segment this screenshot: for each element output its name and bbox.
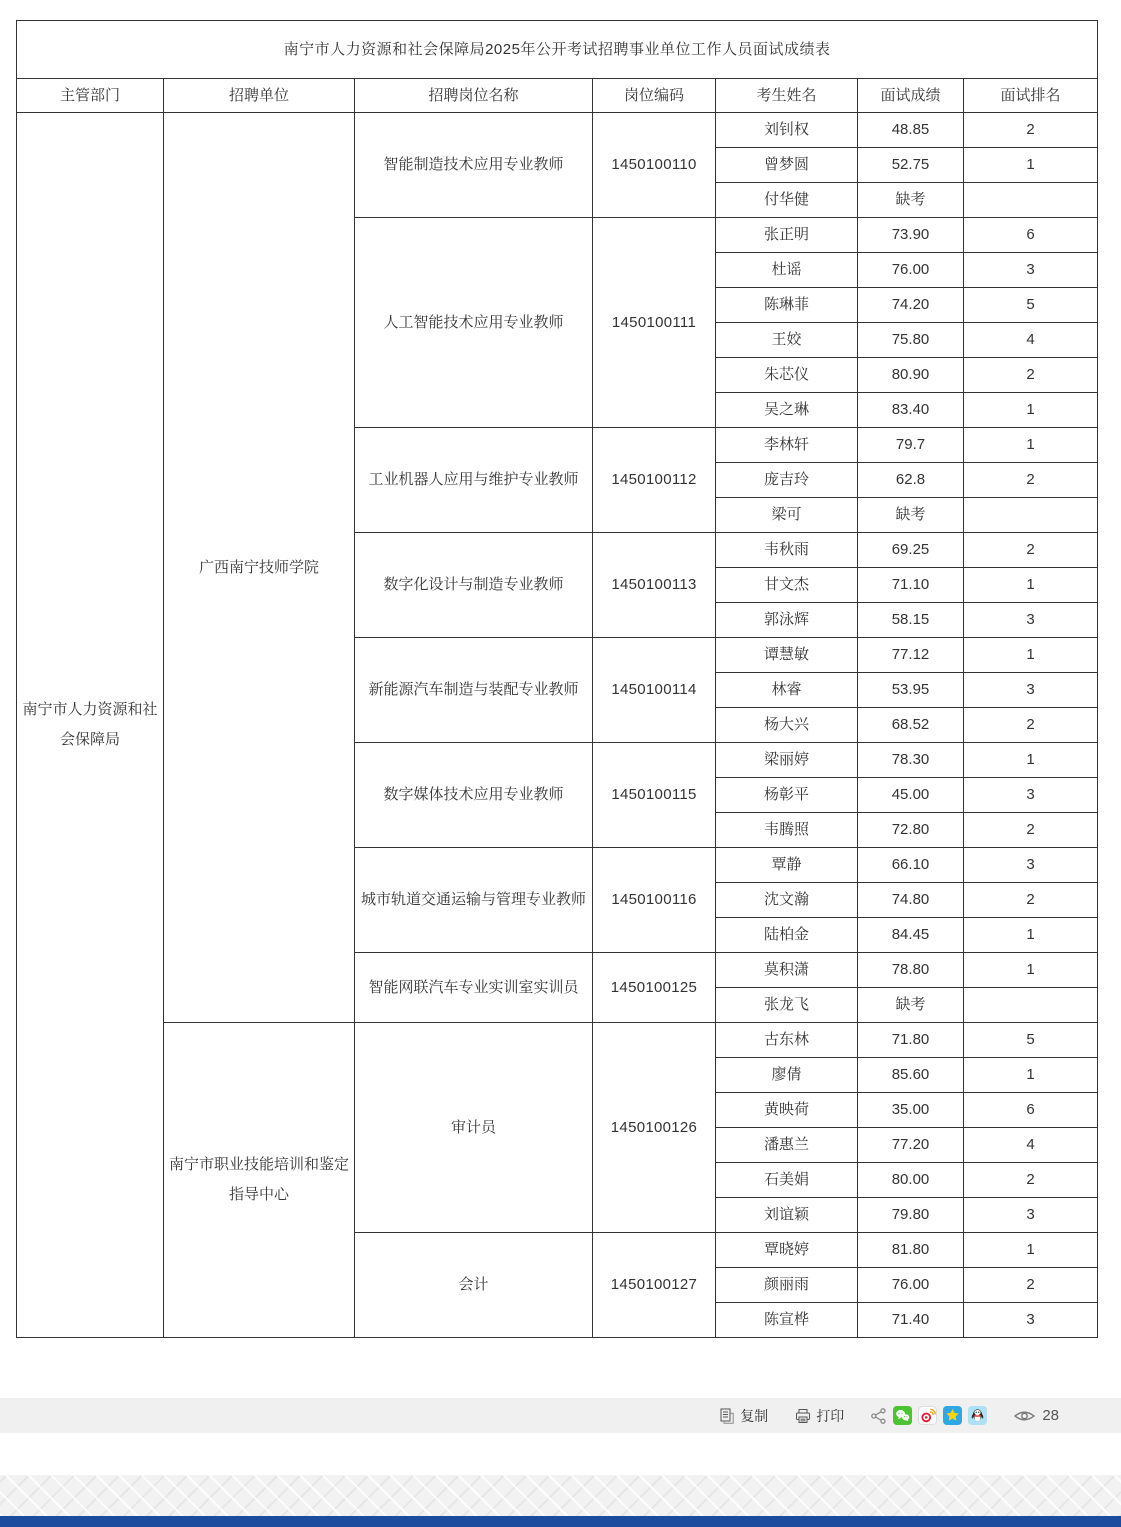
col-header-code: 岗位编码 xyxy=(593,79,716,113)
share-nodes-icon[interactable] xyxy=(870,1407,887,1425)
weibo-icon[interactable] xyxy=(918,1406,937,1425)
interview-score-cell: 85.60 xyxy=(858,1058,964,1093)
interview-rank-cell: 5 xyxy=(964,1023,1098,1058)
position-cell: 人工智能技术应用专业教师 xyxy=(355,218,593,428)
interview-rank-cell: 2 xyxy=(964,1163,1098,1198)
interview-score-cell: 45.00 xyxy=(858,778,964,813)
interview-rank-cell: 4 xyxy=(964,1128,1098,1163)
interview-rank-cell: 3 xyxy=(964,848,1098,883)
interview-score-cell: 74.20 xyxy=(858,288,964,323)
interview-score-cell: 缺考 xyxy=(858,183,964,218)
qq-icon[interactable] xyxy=(968,1406,987,1425)
candidate-name-cell: 沈文瀚 xyxy=(716,883,858,918)
interview-rank-cell: 3 xyxy=(964,253,1098,288)
interview-rank-cell: 1 xyxy=(964,918,1098,953)
footer-pattern-band xyxy=(0,1475,1121,1516)
interview-score-cell: 69.25 xyxy=(858,533,964,568)
interview-rank-cell: 6 xyxy=(964,218,1098,253)
candidate-name-cell: 韦腾照 xyxy=(716,813,858,848)
candidate-name-cell: 覃静 xyxy=(716,848,858,883)
col-header-unit: 招聘单位 xyxy=(164,79,355,113)
interview-score-cell: 35.00 xyxy=(858,1093,964,1128)
interview-rank-cell: 1 xyxy=(964,1233,1098,1268)
interview-score-cell: 缺考 xyxy=(858,988,964,1023)
share-group xyxy=(870,1406,987,1425)
col-header-rank: 面试排名 xyxy=(964,79,1098,113)
interview-rank-cell: 1 xyxy=(964,1058,1098,1093)
interview-score-cell: 79.80 xyxy=(858,1198,964,1233)
interview-score-cell: 66.10 xyxy=(858,848,964,883)
interview-score-cell: 52.75 xyxy=(858,148,964,183)
interview-results-table xyxy=(16,20,1098,1338)
view-count-value: 28 xyxy=(1042,1407,1059,1424)
interview-rank-cell: 2 xyxy=(964,358,1098,393)
candidate-name-cell: 黄映荷 xyxy=(716,1093,858,1128)
position-cell: 工业机器人应用与维护专业教师 xyxy=(355,428,593,533)
interview-score-cell: 84.45 xyxy=(858,918,964,953)
candidate-name-cell: 梁丽婷 xyxy=(716,743,858,778)
position-cell: 智能网联汽车专业实训室实训员 xyxy=(355,953,593,1023)
position-code-cell: 1450100111 xyxy=(593,218,716,428)
interview-score-cell: 81.80 xyxy=(858,1233,964,1268)
interview-score-cell: 48.85 xyxy=(858,113,964,148)
department-cell: 南宁市人力资源和社会保障局 xyxy=(17,113,164,1338)
candidate-name-cell: 石美娟 xyxy=(716,1163,858,1198)
interview-score-cell: 缺考 xyxy=(858,498,964,533)
interview-score-cell: 77.20 xyxy=(858,1128,964,1163)
interview-score-cell: 78.30 xyxy=(858,743,964,778)
interview-score-cell: 79.7 xyxy=(858,428,964,463)
interview-rank-cell: 4 xyxy=(964,323,1098,358)
interview-score-cell: 75.80 xyxy=(858,323,964,358)
candidate-name-cell: 朱芯仪 xyxy=(716,358,858,393)
interview-score-cell: 68.52 xyxy=(858,708,964,743)
interview-rank-cell: 2 xyxy=(964,113,1098,148)
position-cell: 智能制造技术应用专业教师 xyxy=(355,113,593,218)
candidate-name-cell: 张正明 xyxy=(716,218,858,253)
position-code-cell: 1450100114 xyxy=(593,638,716,743)
interview-rank-cell: 1 xyxy=(964,638,1098,673)
candidate-name-cell: 甘文杰 xyxy=(716,568,858,603)
eye-icon xyxy=(1013,1408,1036,1424)
position-cell: 会计 xyxy=(355,1233,593,1338)
candidate-name-cell: 庞吉玲 xyxy=(716,463,858,498)
candidate-name-cell: 杨彰平 xyxy=(716,778,858,813)
candidate-name-cell: 莫积潇 xyxy=(716,953,858,988)
candidate-name-cell: 谭慧敏 xyxy=(716,638,858,673)
interview-rank-cell: 3 xyxy=(964,603,1098,638)
candidate-name-cell: 廖倩 xyxy=(716,1058,858,1093)
interview-rank-cell: 2 xyxy=(964,533,1098,568)
interview-rank-cell: 3 xyxy=(964,1303,1098,1338)
interview-rank-cell: 1 xyxy=(964,393,1098,428)
interview-score-cell: 74.80 xyxy=(858,883,964,918)
interview-rank-cell: 1 xyxy=(964,953,1098,988)
results-table-body xyxy=(17,21,1098,1338)
table-header-row xyxy=(17,79,1098,113)
candidate-name-cell: 陈琳菲 xyxy=(716,288,858,323)
candidate-name-cell: 梁可 xyxy=(716,498,858,533)
col-header-position: 招聘岗位名称 xyxy=(355,79,593,113)
table-title: 南宁市人力资源和社会保障局2025年公开考试招聘事业单位工作人员面试成绩表 xyxy=(17,21,1098,79)
interview-rank-cell xyxy=(964,183,1098,218)
copy-button-label: 复制 xyxy=(740,1407,769,1424)
view-counter xyxy=(1013,1407,1059,1424)
interview-score-cell: 58.15 xyxy=(858,603,964,638)
copy-pages-icon xyxy=(718,1407,736,1425)
interview-score-cell: 72.80 xyxy=(858,813,964,848)
unit-cell: 广西南宁技师学院 xyxy=(164,113,355,1023)
printer-icon xyxy=(794,1407,812,1425)
unit-cell: 南宁市职业技能培训和鉴定指导中心 xyxy=(164,1023,355,1338)
candidate-name-cell: 王姣 xyxy=(716,323,858,358)
candidate-name-cell: 李林轩 xyxy=(716,428,858,463)
interview-rank-cell: 1 xyxy=(964,743,1098,778)
interview-score-cell: 53.95 xyxy=(858,673,964,708)
candidate-name-cell: 潘惠兰 xyxy=(716,1128,858,1163)
candidate-name-cell: 吴之琳 xyxy=(716,393,858,428)
candidate-name-cell: 林睿 xyxy=(716,673,858,708)
print-button-label: 打印 xyxy=(816,1407,845,1424)
article-toolbar xyxy=(0,1398,1121,1433)
position-code-cell: 1450100116 xyxy=(593,848,716,953)
position-cell: 数字媒体技术应用专业教师 xyxy=(355,743,593,848)
qzone-icon[interactable] xyxy=(943,1406,962,1425)
position-cell: 新能源汽车制造与装配专业教师 xyxy=(355,638,593,743)
interview-score-cell: 80.00 xyxy=(858,1163,964,1198)
interview-rank-cell: 2 xyxy=(964,708,1098,743)
position-code-cell: 1450100115 xyxy=(593,743,716,848)
candidate-name-cell: 付华健 xyxy=(716,183,858,218)
interview-rank-cell: 1 xyxy=(964,428,1098,463)
interview-score-cell: 83.40 xyxy=(858,393,964,428)
interview-score-cell: 71.80 xyxy=(858,1023,964,1058)
footer-blue-bar xyxy=(0,1516,1121,1527)
table-row xyxy=(17,113,1098,148)
interview-score-cell: 71.10 xyxy=(858,568,964,603)
interview-rank-cell: 2 xyxy=(964,1268,1098,1303)
position-code-cell: 1450100113 xyxy=(593,533,716,638)
candidate-name-cell: 杨大兴 xyxy=(716,708,858,743)
candidate-name-cell: 张龙飞 xyxy=(716,988,858,1023)
interview-rank-cell: 2 xyxy=(964,463,1098,498)
position-cell: 数字化设计与制造专业教师 xyxy=(355,533,593,638)
position-code-cell: 1450100126 xyxy=(593,1023,716,1233)
candidate-name-cell: 韦秋雨 xyxy=(716,533,858,568)
interview-rank-cell: 2 xyxy=(964,883,1098,918)
interview-score-cell: 80.90 xyxy=(858,358,964,393)
position-code-cell: 1450100127 xyxy=(593,1233,716,1338)
candidate-name-cell: 刘钊权 xyxy=(716,113,858,148)
interview-rank-cell: 5 xyxy=(964,288,1098,323)
candidate-name-cell: 刘谊颖 xyxy=(716,1198,858,1233)
wechat-icon[interactable] xyxy=(893,1406,912,1425)
candidate-name-cell: 陈宣桦 xyxy=(716,1303,858,1338)
interview-rank-cell: 3 xyxy=(964,1198,1098,1233)
interview-score-cell: 62.8 xyxy=(858,463,964,498)
table-row xyxy=(17,1023,1098,1058)
candidate-name-cell: 曾梦圆 xyxy=(716,148,858,183)
interview-rank-cell xyxy=(964,988,1098,1023)
position-code-cell: 1450100112 xyxy=(593,428,716,533)
position-cell: 城市轨道交通运输与管理专业教师 xyxy=(355,848,593,953)
candidate-name-cell: 杜谣 xyxy=(716,253,858,288)
interview-score-cell: 76.00 xyxy=(858,1268,964,1303)
table-title-row xyxy=(17,21,1098,79)
position-code-cell: 1450100110 xyxy=(593,113,716,218)
interview-rank-cell: 6 xyxy=(964,1093,1098,1128)
interview-score-cell: 71.40 xyxy=(858,1303,964,1338)
candidate-name-cell: 覃晓婷 xyxy=(716,1233,858,1268)
interview-score-cell: 76.00 xyxy=(858,253,964,288)
interview-rank-cell: 1 xyxy=(964,568,1098,603)
interview-rank-cell: 2 xyxy=(964,813,1098,848)
interview-rank-cell: 3 xyxy=(964,778,1098,813)
copy-button[interactable] xyxy=(718,1406,768,1426)
col-header-department: 主管部门 xyxy=(17,79,164,113)
candidate-name-cell: 陆柏金 xyxy=(716,918,858,953)
interview-rank-cell xyxy=(964,498,1098,533)
position-cell: 审计员 xyxy=(355,1023,593,1233)
position-code-cell: 1450100125 xyxy=(593,953,716,1023)
interview-rank-cell: 1 xyxy=(964,148,1098,183)
candidate-name-cell: 郭泳辉 xyxy=(716,603,858,638)
col-header-candidate: 考生姓名 xyxy=(716,79,858,113)
interview-score-cell: 73.90 xyxy=(858,218,964,253)
print-button[interactable] xyxy=(794,1406,844,1426)
interview-score-cell: 78.80 xyxy=(858,953,964,988)
candidate-name-cell: 颜丽雨 xyxy=(716,1268,858,1303)
candidate-name-cell: 古东林 xyxy=(716,1023,858,1058)
interview-score-cell: 77.12 xyxy=(858,638,964,673)
col-header-score: 面试成绩 xyxy=(858,79,964,113)
interview-rank-cell: 3 xyxy=(964,673,1098,708)
